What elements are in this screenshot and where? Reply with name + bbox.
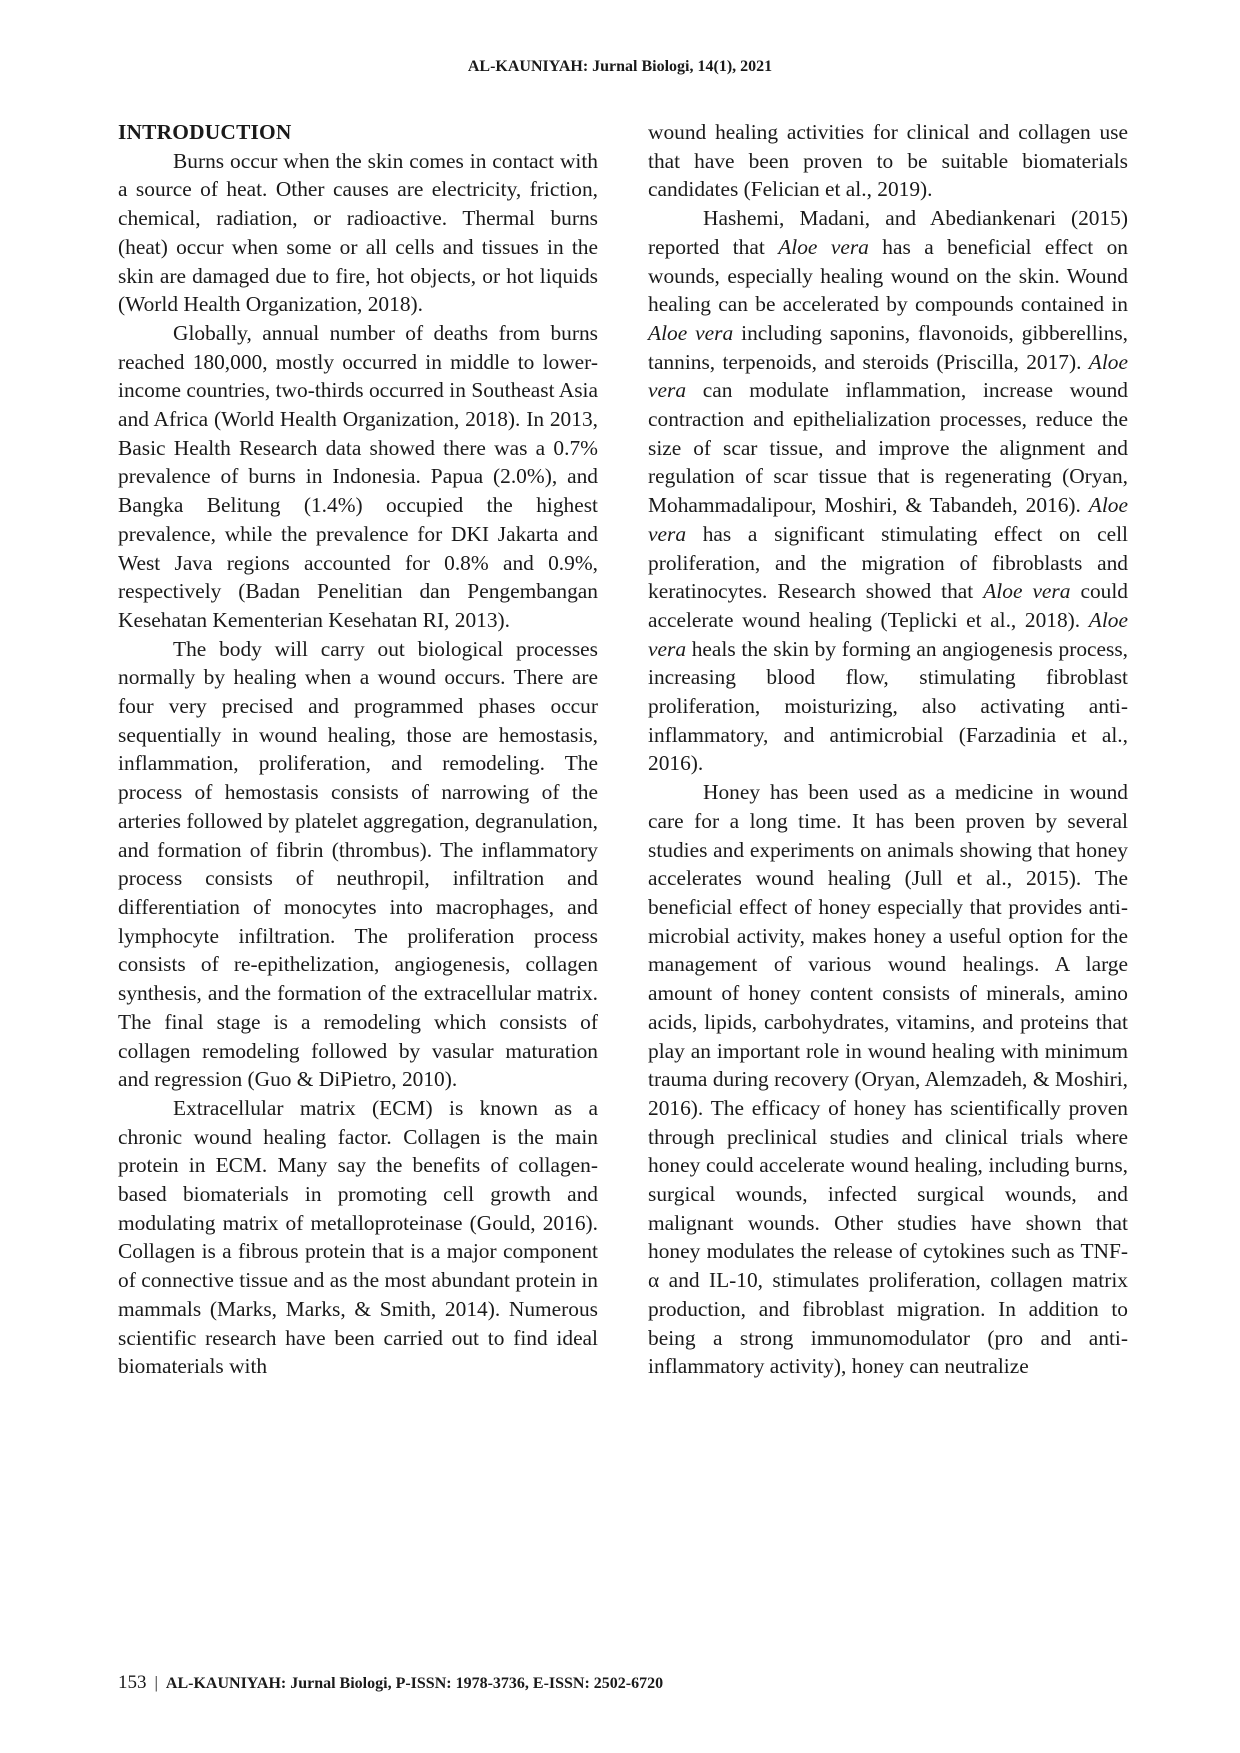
italic-term: Aloe vera [648, 607, 1128, 661]
footer-separator: | [154, 1673, 158, 1692]
text-run: including saponins, flavonoids, gibberellins, tannins, terpenoids, and steroids (Priscilla, 2017). [648, 320, 1128, 374]
italic-term: Aloe vera [983, 579, 1071, 604]
italic-term: Aloe vera [648, 493, 1128, 546]
text-run: Extracellular matrix (ECM) is known as a chronic wound healing factor. Collagen is the main protein in ECM. Many say the benefits of collagen-based biomaterials in promoting cell growth and modulating matrix of metalloproteinase (Gould, 2016). Collagen is a fibrous protein that is a major component of connective tissue and as the most abundant protein in mammals (Marks, Marks, & Smith, 2014). Numerous scientific research have been carried out to find ideal biomaterials with [118, 1095, 598, 1379]
text-run: has a beneficial effect on wounds, especially healing wound on the skin. Wound healing can be accelerated by compounds contained in [648, 234, 1128, 317]
text-run: could accelerate wound healing (Teplicki et al., 2018). [648, 579, 1128, 632]
body-paragraph [118, 1094, 598, 1381]
text-run: Honey has been used as a medicine in wound care for a long time. It has been proven by several studies and experiments on animals showing that honey accelerates wound healing (Jull et al., 2015). The beneficial effect of honey especially that provides anti-microbial activity, makes honey a useful option for the management of various wound healings. A large amount of honey content consists of minerals, amino acids, lipids, carbohydrates, vitamins, and proteins that play an important role in wound healing with minimum trauma during recovery (Oryan, Alemzadeh, & Moshiri, 2016). The efficacy of honey has scientifically proven through preclinical studies and clinical trials where honey could accelerate wound healing, including burns, surgical wounds, infected surgical wounds, and malignant wounds. Other studies have shown that honey modulates the release of cytokines such as TNF-α and IL-10, stimulates proliferation, collagen matrix production, and fibroblast migration. In addition to being a strong immunomodulator (pro and anti-inflammatory activity), honey can neutralize [648, 780, 1128, 1379]
page-number: 153 [118, 1672, 147, 1693]
right-column [648, 118, 1128, 1381]
page-footer [118, 1672, 663, 1694]
text-run: The body will carry out biological processes normally by healing when a wound occurs. There are four very precised and programmed phases occur sequentially in wound healing, those are hemostasis, inflammation, proliferation, and remodeling. The process of hemostasis consists of narrowing of the arteries followed by platelet aggregation, degranulation, and formation of fibrin (thrombus). The inflammatory process consists of neuthropil, infiltration and differentiation of monocytes into macrophages, and lymphocyte infiltration. The proliferation process consists of re-epithelization, angiogenesis, collagen synthesis, and the formation of the extracellular matrix. The final stage is a remodeling which consists of collagen remodeling followed by vasular maturation and regression (Guo & DiPietro, 2010). [118, 636, 598, 1092]
body-paragraph [118, 319, 598, 635]
text-run: can modulate inflammation, increase wound contraction and epithelialization processes, reduce the size of scar tissue, and improve the alignment and regulation of scar tissue that is regenerating (Oryan, Mohammadalipour, Moshiri, & Tabandeh, 2016). [648, 378, 1128, 518]
body-paragraph [118, 147, 598, 319]
left-column-body [118, 147, 598, 1381]
text-run: heals the skin by forming an angiogenesis process, increasing blood flow, stimulating fibroblast proliferation, moisturizing, also activating anti-inflammatory, and antimicrobial (Farzadinia et al., 2016). [648, 636, 1128, 776]
italic-term: Aloe vera [648, 320, 734, 345]
body-paragraph [648, 204, 1128, 778]
italic-term: Aloe vera [778, 234, 869, 259]
text-run: wound healing activities for clinical and collagen use that have been proven to be suitable biomaterials candidates (Felician et al., 2019). [648, 120, 1128, 202]
right-column-body [648, 118, 1128, 1381]
text-run: Burns occur when the skin comes in contact with a source of heat. Other causes are electricity, friction, chemical, radiation, or radioactive. Thermal burns (heat) occur when some or all cells and tissues in the skin are damaged due to fire, hot objects, or hot liquids (World Health Organization, 2018). [118, 148, 598, 317]
body-paragraph [118, 635, 598, 1094]
section-heading: INTRODUCTION [118, 120, 292, 144]
body-paragraph [648, 778, 1128, 1381]
left-column [118, 118, 598, 1381]
italic-term: Aloe vera [648, 349, 1128, 403]
footer-journal-info: AL-KAUNIYAH: Jurnal Biologi, P-ISSN: 1978-3736, E-ISSN: 2502-6720 [165, 1675, 664, 1692]
running-head: AL-KAUNIYAH: Jurnal Biologi, 14(1), 2021 [467, 58, 773, 75]
body-paragraph [648, 118, 1128, 204]
text-run: Hashemi, Madani, and Abediankenari (2015) reported that [648, 206, 1128, 259]
text-run: has a significant stimulating effect on cell proliferation, and the migration of fibroblasts and keratinocytes. Research showed that [648, 521, 1128, 604]
text-run: Globally, annual number of deaths from burns reached 180,000, mostly occurred in middle to lower-income countries, two-thirds occurred in Southeast Asia and Africa (World Health Organization, 2018). In 2013, Basic Health Research data showed there was a 0.7% prevalence of burns in Indonesia. Papua (2.0%), and Bangka Belitung (1.4%) occupied the highest prevalence, while the prevalence for DKI Jakarta and West Java regions accounted for 0.8% and 0.9%, respectively (Badan Penelitian dan Pengembangan Kesehatan Kementerian Kesehatan RI, 2013). [118, 320, 598, 632]
